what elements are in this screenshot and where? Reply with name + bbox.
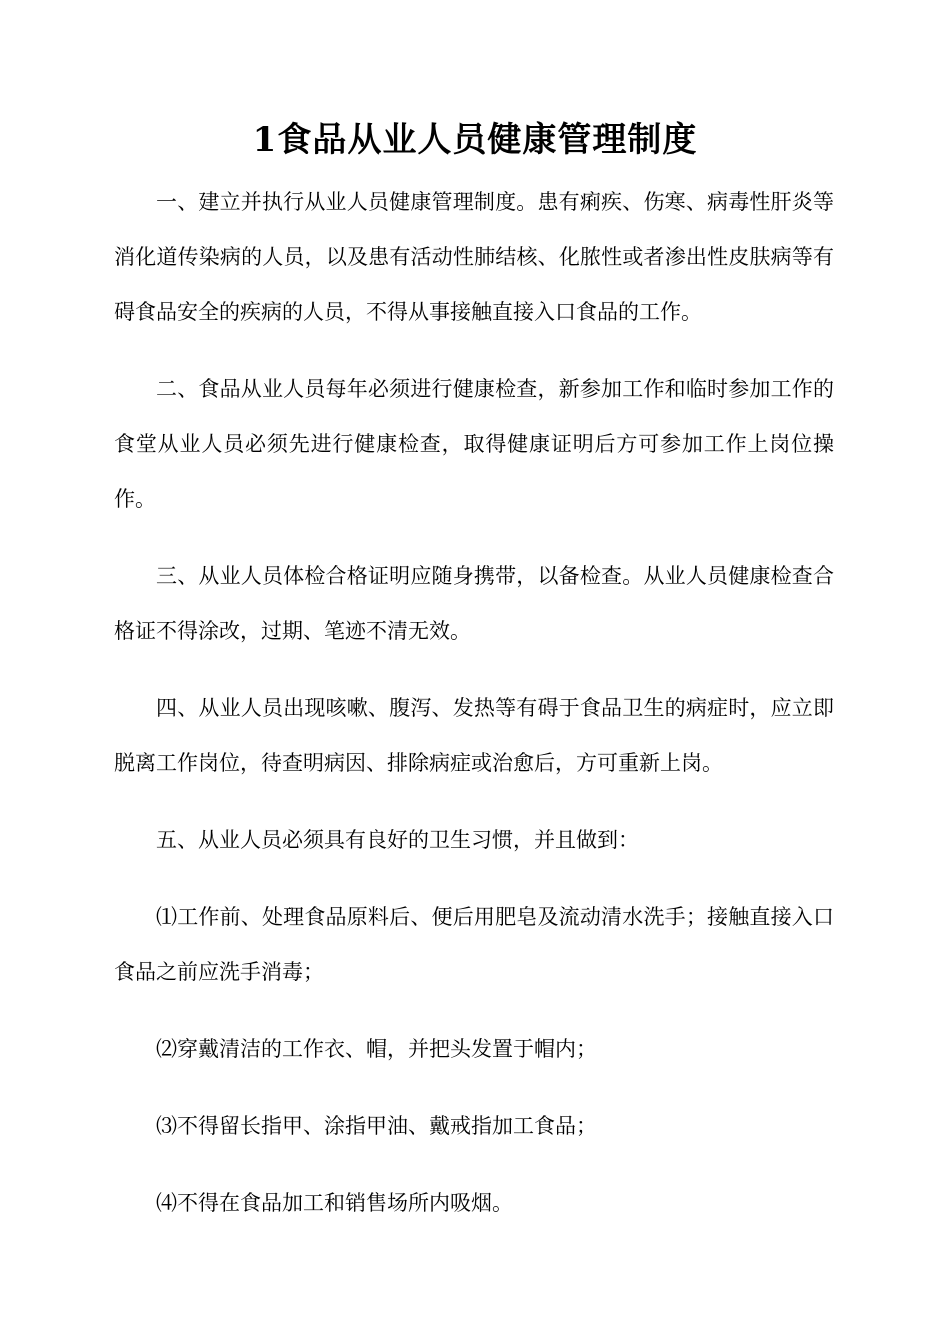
document-body <box>114 175 834 1253</box>
paragraph-2: 二、食品从业人员每年必须进行健康检查，新参加工作和临时参加工作的食堂从业人员必须先进行健康检查，取得健康证明后方可参加工作上岗位操作。 <box>114 377 834 511</box>
paragraph-5: 五、从业人员必须具有良好的卫生习惯，并且做到： <box>156 828 639 852</box>
list-item-2: ⑵穿戴清洁的工作衣、帽，并把头发置于帽内； <box>156 1037 597 1061</box>
list-item-4: ⑷不得在食品加工和销售场所内吸烟。 <box>156 1191 513 1215</box>
page-title: 1食品从业人员健康管理制度 <box>252 120 698 160</box>
list-item-3: ⑶不得留长指甲、涂指甲油、戴戒指加工食品； <box>156 1114 597 1138</box>
paragraph-3: 三、从业人员体检合格证明应随身携带，以备检查。从业人员健康检查合格证不得涂改，过期、笔迹不清无效。 <box>114 564 834 643</box>
paragraph-1: 一、建立并执行从业人员健康管理制度。患有痢疾、伤寒、病毒性肝炎等消化道传染病的人员，以及患有活动性肺结核、化脓性或者渗出性皮肤病等有碍食品安全的疾病的人员，不得从事接触直接入口食品的工作。 <box>114 190 834 324</box>
paragraph-4: 四、从业人员出现咳嗽、腹泻、发热等有碍于食品卫生的病症时，应立即脱离工作岗位，待查明病因、排除病症或治愈后，方可重新上岗。 <box>114 696 834 775</box>
list-item-1: ⑴工作前、处理食品原料后、便后用肥皂及流动清水洗手；接触直接入口食品之前应洗手消毒； <box>114 905 834 984</box>
